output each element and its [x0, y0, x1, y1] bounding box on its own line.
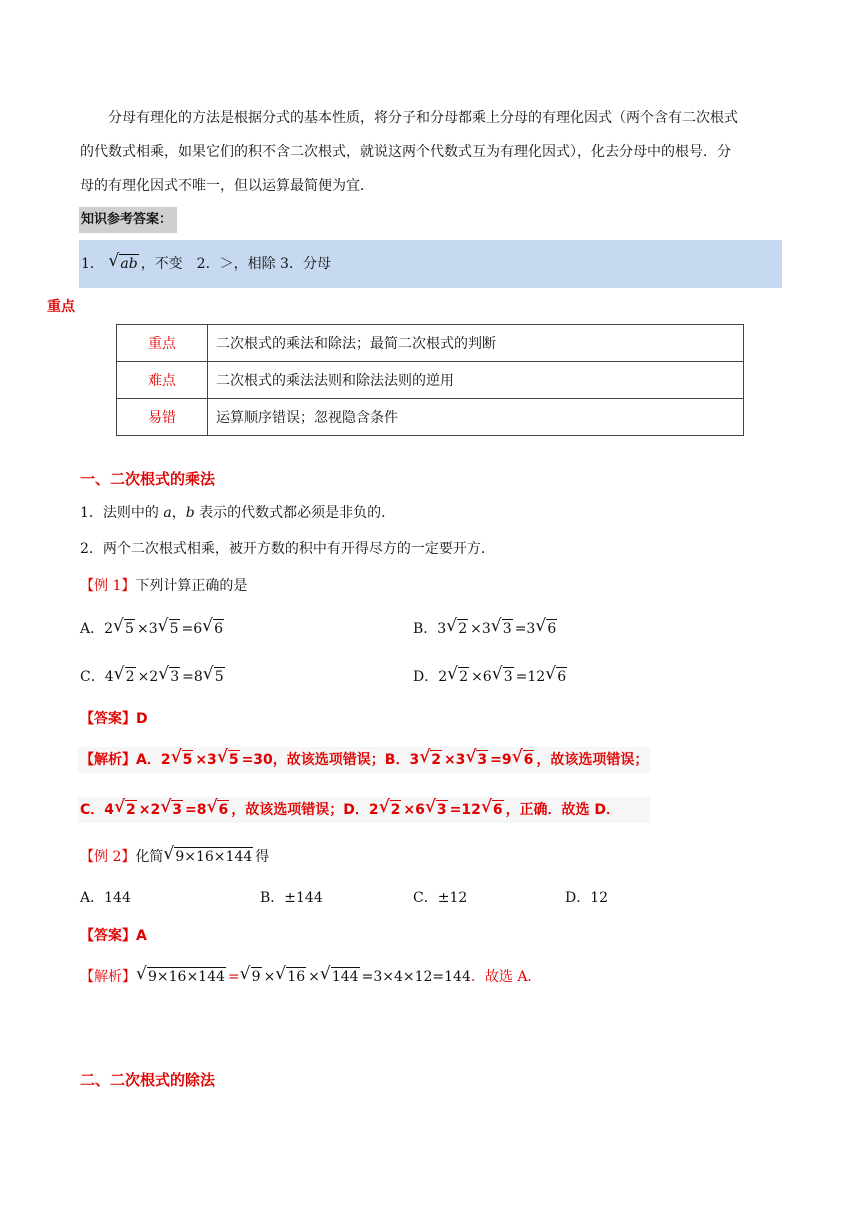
- answer-rest: ，不变 2．＞，相除 3．分母: [140, 256, 331, 272]
- example-1-answer: 【答案】D: [80, 711, 148, 727]
- option-d[interactable]: D．12: [565, 890, 609, 906]
- knowledge-title: 知识参考答案：: [79, 207, 177, 233]
- row-text: 二次根式的乘法和除法；最简二次根式的判断: [208, 325, 744, 362]
- table-row: [117, 399, 744, 436]
- option-d[interactable]: D．2√ 2 ×6√ 3 =12√ 6: [413, 666, 569, 688]
- example-1-question: 【例 1】下列计算正确的是: [80, 578, 248, 594]
- example-1-analysis-line-1: 【解析】A．2√ 5 ×3√ 5 =30，故该选项错误；B．3√ 2 ×3√ 3 =9√ 6 ，故该选项错误；: [80, 749, 648, 771]
- option-b[interactable]: B．±144: [260, 890, 323, 906]
- row-label: 易错: [117, 399, 208, 436]
- example-2-analysis: 【解析】√ 9×16×144 =√ 9 ×√ 16 ×√ 144 =3×4×12=144．故选 A．: [80, 966, 541, 988]
- rule-1: 1．法则中的 a，b 表示的代数式都必须是非负的．: [80, 505, 396, 521]
- rule-2: 2．两个二次根式相乘，被开方数的积中有开得尽方的一定要开方．: [80, 541, 495, 557]
- row-text: 运算顺序错误；忽视隐含条件: [208, 399, 744, 436]
- option-a[interactable]: A．144: [80, 890, 131, 906]
- radical-ab: √ ab: [110, 240, 138, 288]
- row-text: 二次根式的乘法法则和除法法则的逆用: [208, 362, 744, 399]
- option-c[interactable]: C．4√ 2 ×2√ 3 =8√ 5: [80, 666, 227, 688]
- keypoints-table: [116, 324, 744, 436]
- section-2-title: 二、二次根式的除法: [80, 1071, 216, 1089]
- knowledge-answer-box: [79, 240, 782, 288]
- intro-line-2: 的代数式相乘，如果它们的积不含二次根式，就说这两个代数式互为有理化因式），化去分母中的根号．分: [80, 144, 731, 160]
- intro-line-3: 母的有理化因式不唯一，但以运算最简便为宜．: [80, 178, 374, 194]
- option-b[interactable]: B．3√ 2 ×3√ 3 =3√ 6: [413, 618, 559, 640]
- example-2-question: 【例 2】化简√ 9×16×144 得: [80, 846, 269, 868]
- table-row: [117, 362, 744, 399]
- answer-number: 1．: [81, 256, 104, 272]
- option-c[interactable]: C．±12: [413, 890, 468, 906]
- row-label: 重点: [117, 325, 208, 362]
- row-label: 难点: [117, 362, 208, 399]
- section-1-title: 一、二次根式的乘法: [80, 470, 216, 488]
- intro-line-1: 分母有理化的方法是根据分式的基本性质，将分子和分母都乘上分母的有理化因式（两个含有二次根式: [108, 110, 738, 126]
- table-row: [117, 325, 744, 362]
- example-2-answer: 【答案】A: [80, 928, 147, 944]
- intro-paragraph: [80, 101, 782, 203]
- example-1-analysis-line-2: C．4√ 2 ×2√ 3 =8√ 6 ，故该选项错误；D．2√ 2 ×6√ 3 =12√ 6 ，正确．故选 D．: [80, 799, 620, 821]
- option-a[interactable]: A．2√ 5 ×3√ 5 =6√ 6: [80, 618, 226, 640]
- keypoints-title: 重点: [47, 299, 75, 315]
